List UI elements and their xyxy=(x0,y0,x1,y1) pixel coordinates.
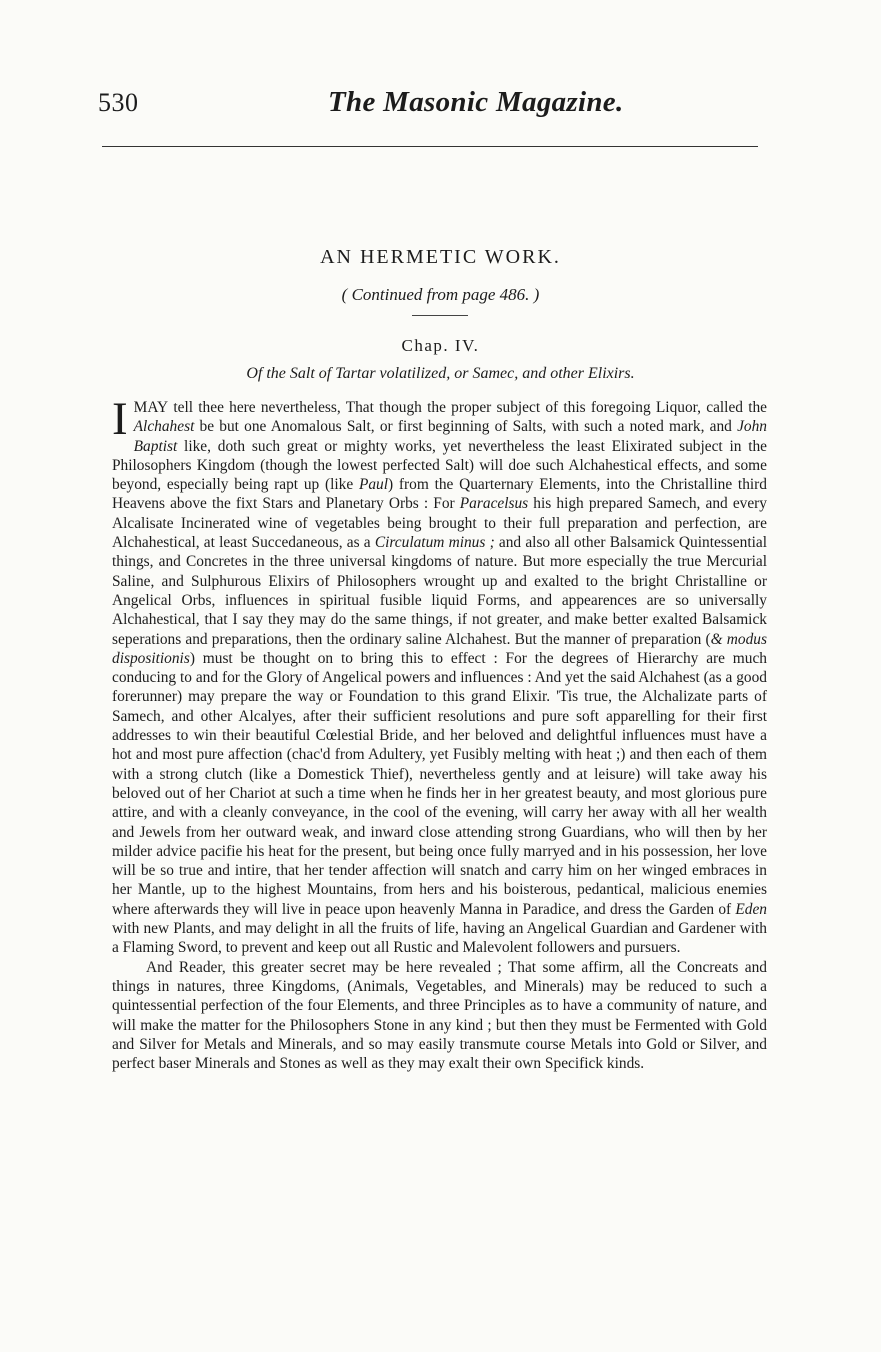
chapter-subtitle: Of the Salt of Tartar volatilized, or Samec, and other Elixirs. xyxy=(246,365,635,382)
text-run: be but one Anomalous Salt, or first beginning of Salts, with such a noted mark, and xyxy=(194,418,738,436)
paragraph-2: And Reader, this greater secret may be here revealed ; That some affirm, all the Concreats and things in natures, three Kingdoms, (Animals, Vegetables, and Minerals) may be reduced to such a quintessential perfection of the four Elements, and three Principles as to have a community of nature, and will make the matter for the Philosophers Stone in any kind ; but then they must be Fermented with Gold and Silver for Metals and Minerals, and so may easily transmute course Metals into Gold or Silver, and perfect baser Minerals and Stones as well as they may exalt their own Specifick kinds. xyxy=(112,958,767,1073)
body-text xyxy=(112,393,767,1073)
text-run: like, doth such great or mighty works, yet nevertheless the least Elixirated subject in the Philosophers Kingdom (though the lowest perfected Salt) will doe such Alchahestical effects, and some beyond, especially being rapt up (like xyxy=(112,437,767,494)
text-run: with new Plants, and may delight in all the fruits of life, having an Angelical Guardian and Gardener with a Flaming Sword, to prevent and keep out all Rustic and Malevolent followers and pursuers. xyxy=(112,920,767,957)
running-head: The Masonic Magazine. xyxy=(328,86,624,118)
text-run: his high prepared Samech, and every Alcalisate Incinerated wine of vegetables being brought to their full preparation and perfection, are Alchahestical, at least Succedaneous, as a xyxy=(112,495,767,552)
paragraph-1 xyxy=(112,393,767,958)
emphasis: Paul xyxy=(358,476,389,494)
emphasis: Circulatum minus ; xyxy=(374,534,495,552)
text-run: tell thee here nevertheless, That though the proper subject of this foregoing Liquor, called the xyxy=(168,399,767,416)
chapter-heading: Chap. IV. xyxy=(401,336,480,355)
header-rule xyxy=(102,146,758,147)
emphasis: Eden xyxy=(735,900,767,918)
text-run: ) must be thought on to bring this to effect : For the degrees of Hierarchy are much conducing to and for the Glory of Angelical powers and influences : And yet the said Alchahest (as a good forerunner) may prepare the way or Foundation to this grand Elixir. 'Tis true, the Alchalizate parts of Samech, and other Alcalyes, after their sufficient resolutions and pure soft apparelling for their first addresses to win their beautiful Cœlestial Bride, and her beloved and delightful influences must have a hot and most pure affection (chac'd from Adultery, yet Fusibly melting with heat ;) and then each of them with a strong clutch (like a Domestick Thief), nevertheless gently and at leisure) will take away his beloved out of her Chariot at such a time when he finds her in her greatest beauty, and most glorious pure attire, and with a cleanly conveyance, in the cool of the evening, will carry her away with all her wealth and Jewels from her outward weak, and inward close attending strong Guardians, who will then by her milder advice pacifie his heat for the present, but being once fully marryed and in his possession, her love will be so true and intire, that her tender affection will snatch and carry him on her winged embraces in her Mantle, up to the highest Mountains, from hers and his boisterous, pedantical, malicious enemies where afterwards they will live in peace upon heavenly Manna in Paradice, and dress the Garden of xyxy=(112,649,767,918)
emphasis: Alchahest xyxy=(133,418,195,436)
emphasis: John Baptist xyxy=(133,418,767,455)
continued-note: ( Continued from page 486. ) xyxy=(341,285,540,304)
text-run: and also all other Balsamick Quintessential things, and Concretes in the three universal kingdoms of nature. But more especially the true Mercurial Saline, and Sulphurous Elixirs of Philosophers wrought up and exalted to the bright Christalline or Angelical Orbs, influences in spiritual fusible liquid Forms, and appearences are so universally Alchahestical, that I say they may do the same things, if not greater, and make better exalted Balsamick seperations and preparations, then the ordinary saline Alchahest. But the manner of preparation ( xyxy=(112,534,767,648)
drop-cap: I xyxy=(112,393,128,445)
page-number: 530 xyxy=(98,88,139,117)
emphasis: & modus dispositionis xyxy=(112,630,767,667)
text-run: ) from the Quarternary Elements, into the Christalline third Heavens above the fixt Stars and Planetary Orbs : For xyxy=(112,476,767,513)
article-title: AN HERMETIC WORK. xyxy=(320,246,561,268)
lead-word: MAY xyxy=(133,399,169,416)
title-divider xyxy=(412,315,468,316)
emphasis: Paracelsus xyxy=(459,495,529,513)
